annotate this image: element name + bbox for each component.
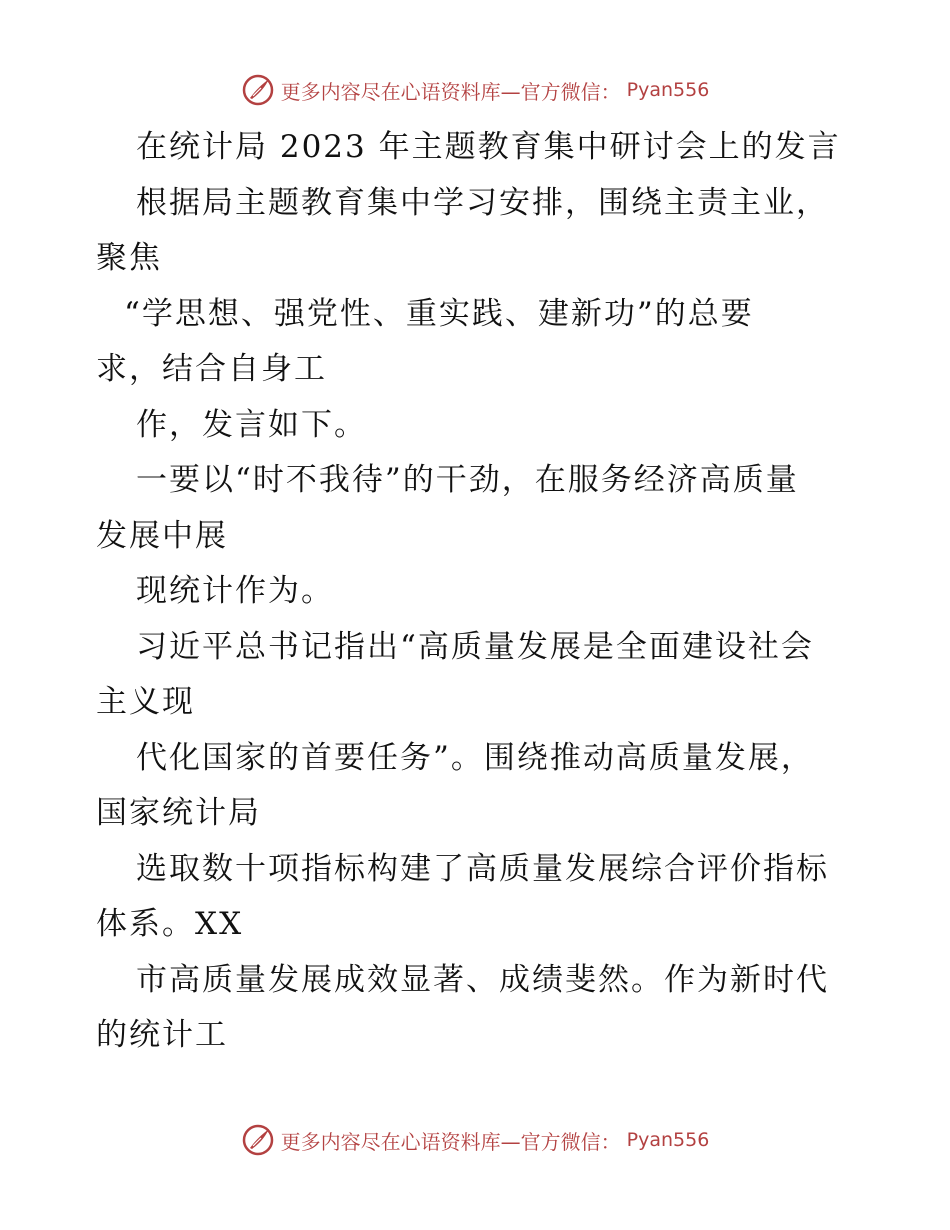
text-line: 一要以“时不我待”的干劲，在服务经济高质量 (136, 462, 799, 498)
watermark-wechat-id: Pyan556 (626, 79, 710, 101)
text-line: “学思想、强党性、重实践、建新功”的总要 (124, 295, 754, 332)
text-line: 市高质量发展成效显著、成绩斐然。作为新时代 (136, 961, 829, 998)
text-line: 国家统计局 (96, 795, 261, 831)
text-line: 作，发言如下。 (136, 406, 367, 443)
text-line: 习近平总书记指出“高质量发展是全面建设社会 (136, 628, 814, 665)
watermark-text: 更多内容尽在心语资料库—官方微信： (280, 79, 621, 104)
text-line: 体系。XX (96, 906, 244, 942)
watermark-wechat-id: Pyan556 (626, 1129, 710, 1151)
watermark-header (0, 70, 950, 110)
text-line: 选取数十项指标构建了高质量发展综合评价指标 (136, 850, 829, 887)
watermark-footer (0, 1120, 950, 1160)
text-line: 主义现 (96, 684, 195, 720)
document-title: 在统计局 2023 年主题教育集中研讨会上的发言 (136, 129, 841, 165)
text-line: 发展中展 (96, 517, 228, 554)
text-line: 的统计工 (96, 1017, 228, 1053)
text-line: 现统计作为。 (136, 573, 334, 609)
quill-logo-icon (241, 1123, 275, 1157)
quill-logo-icon (241, 73, 275, 107)
text-line: 求，结合自身工 (96, 351, 327, 387)
text-line: 代化国家的首要任务”。围绕推动高质量发展， (136, 739, 814, 776)
document-body (96, 120, 856, 1064)
watermark-text: 更多内容尽在心语资料库—官方微信： (280, 1129, 621, 1154)
text-line: 根据局主题教育集中学习安排，围绕主责主业， (136, 184, 829, 221)
text-line: 聚焦 (96, 240, 162, 276)
